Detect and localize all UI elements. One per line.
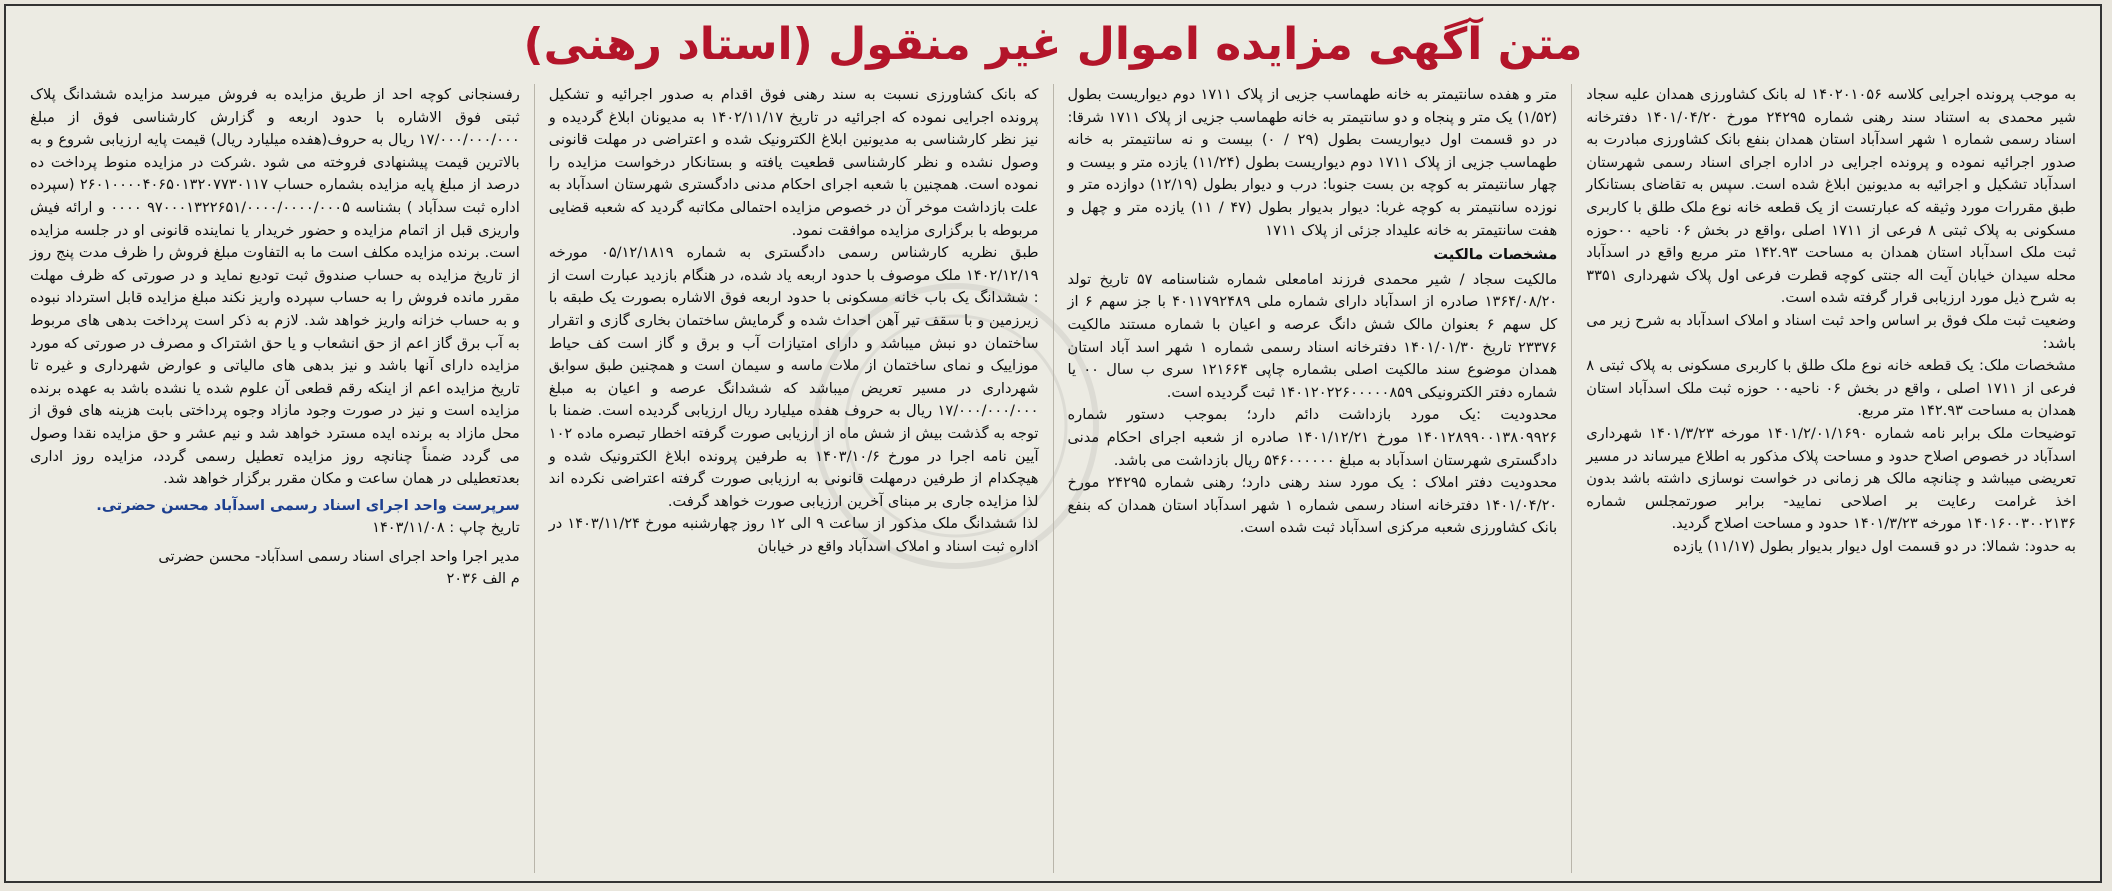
paragraph: مالکیت سجاد / شیر محمدی فرزند امامعلی شماره شناسنامه ۵۷ تاریخ تولد ۱۳۶۴/۰۸/۲۰ صادره از اسدآباد دارای شماره ملی ۴۰۱۱۷۹۲۴۸۹ با جز سهم ۶ از کل سهم ۶ بعنوان مالک شش دانگ عرصه و اعیان با شماره مستند مالکیت ۲۳۳۷۶ تاریخ ۱۴۰۱/۰۱/۳۰ دفترخانه اسناد رسمی شماره ۱ شهر اسد آباد استان همدان موضوع سند مالکیت اصلی بشماره چاپی ۱۲۱۶۶۴ سری ب سال ۰۰ یا شماره دفتر الکترونیکی ۱۴۰۱۲۰۲۲۶۰۰۰۰۰۸۵۹ ثبت گردیده است.: [1067, 270, 1558, 401]
advertisement-frame: [4, 4, 2102, 883]
paragraph: که بانک کشاورزی نسبت به سند رهنی فوق اقدام به صدور اجرائیه و تشکیل پرونده اجرایی نموده که اجرائیه در تاریخ ۱۴۰۲/۱۱/۱۷ به مدیونان ابلاغ گردیده و نیز نظر کارشناسی به مدیونین ابلاغ الکترونیک شده و اعتراضی در مهلت قانونی وصول نشده و نظر کارشناسی قطعیت یافته و بستانکار درخواست مزایده را نموده است. همچنین با شعبه اجرای احکام مدنی دادگستری شهرستان اسدآباد به علت بازداشت موخر آن در خصوص مزایده احتمالی مکاتبه گردید که شعبه قضایی مربوطه با برگزاری مزایده موافقت نمود.: [548, 86, 1039, 239]
paragraph: محدودیت دفتر املاک : یک مورد سند رهنی دارد؛ رهنی شماره ۲۴۲۹۵ مورخ ۱۴۰۱/۰۴/۲۰ دفترخانه اسناد رسمی شماره ۱ شهر اسدآباد استان همدان که بنفع بانک کشاورزی شعبه مرکزی اسدآباد ثبت شده است.: [1067, 474, 1558, 537]
paragraph: لذا ششدانگ ملک مذکور از ساعت ۹ الی ۱۲ روز چهارشنبه مورخ ۱۴۰۳/۱۱/۲۴ در اداره ثبت اسناد و املاک اسدآباد واقع در خیابان: [548, 515, 1039, 555]
paragraph: به حدود: شمالا: در دو قسمت اول دیوار بدیوار بطول (۱۱/۱۷) یازده: [1672, 537, 2076, 555]
column-2: [1054, 84, 1573, 873]
paragraph: طبق نظریه کارشناس رسمی دادگستری به شماره ۰۵/۱۲/۱۸۱۹ مورخه ۱۴۰۲/۱۲/۱۹ ملک موصوف با حدود اربعه یاد شده، در هنگام بازدید عبارت است از : ششدانگ یک باب خانه مسکونی با حدود اربعه فوق الاشاره بصورت یک طبقه با زیرزمین و با سقف تیر آهن احداث شده و گرمایش ساختمان بخاری گازی و اتقرار ساختمان دو نبش میباشد و دارای امتیازات آب و برق و گاز است کف حیاط موزاییک و نمای ساختمان از ملات ماسه و سیمان است و همچنین طبق سوابق شهرداری در مسیر تعریض میباشد که ششدانگ عرصه و اعیان به مبلغ ۱۷/۰۰۰/۰۰۰/۰۰۰ ریال به حروف هفده میلیارد ریال ارزیابی گردیده است. ضمنا با توجه به گذشت بیش از شش ماه از ارزیابی صورت گرفته اخطار تبصره ماده ۱۰۲ آیین نامه اجرا در مورخ ۱۴۰۳/۱۰/۶ به طرفین پرونده ابلاغ الکترونیک شده و هیچکدام از طرفین درمهلت قانونی به ارزیابی صورت گرفته اعتراضی نکرده اند لذا مزایده جاری بر مبنای آخرین ارزیابی صورت خواهد گرفت.: [548, 244, 1039, 510]
paragraph: توضیحات ملک برابر نامه شماره ۱۴۰۱/۲/۰۱/۱۶۹۰ مورخه ۱۴۰۱/۳/۲۳ شهرداری اسدآباد در خصوص اصلاح حدود و مساحت پلاک مذکور به اطلاع میرساند در مسیر تعریضی میباشد و چنانچه مالک هر زمانی در خواست نوسازی داشته باشد بدون اخذ غرامت رعایت بر اصلاحی نمایید- برابر صورتمجلس شماره ۱۴۰۱۶۰۰۳۰۰۲۱۳۶ مورخه ۱۴۰۱/۳/۲۳ حدود و مساحت اصلاح گردید.: [1586, 424, 2076, 533]
ad-code: م الف ۲۰۳۶: [446, 570, 520, 588]
supervisor-signature: سرپرست واحد اجرای اسناد رسمی اسدآباد محسن حضرتی.: [96, 496, 520, 514]
page-title: متن آگهی مزایده اموال غیر منقول (استاد رهنی): [523, 19, 1583, 70]
paragraph: وضعیت ثبت ملک فوق بر اساس واحد ثبت اسناد و املاک اسدآباد به شرح زیر می باشد:: [1586, 311, 2076, 352]
section-heading: مشخصات مالکیت: [1433, 246, 1558, 264]
paragraph: متر و هفده سانتیمتر به خانه طهماسب جزیی از پلاک ۱۷۱۱ دوم دیواریست بطول (۱/۵۲) یک متر و پنجاه و دو سانتیمتر به خانه طهماسب جزیی از پلاک ۱۷۱۱ شرقا: در دو قسمت اول دیواریست بطول (۲۹ / ۰) بیست و نه سانتیمتر به خانه طهماسب جزیی از پلاک ۱۷۱۱ دوم دیواریست بطول (۱۱/۲۴) یازده متر و بیست و چهار سانتیمتر به کوچه بن بست جنوبا: درب و دیوار بطول (۱۲/۱۹) دوازده متر و نوزده سانتیمتر به کوچه غربا: دیوار بدیوار بطول (۴۷ / ۱۱) یازده متر و چهل و هفت سانتیمتر به خانه علیداد جزئی از پلاک ۱۷۱۱: [1067, 86, 1558, 239]
column-3: [535, 84, 1054, 873]
paragraph: مشخصات ملک: یک قطعه خانه نوع ملک طلق با کاربری مسکونی به پلاک ثبتی ۸ فرعی از ۱۷۱۱ اصلی ، واقع در بخش ۰۶ ناحیه۰۰ حوزه ثبت ملک اسدآباد استان همدان به مساحت ۱۴۲.۹۳ متر مربع.: [1586, 357, 2077, 420]
column-1: [1572, 84, 2090, 873]
paragraph: محدودیت :یک مورد بازداشت دائم دارد؛ بموجب دستور شماره ۱۴۰۱۲۸۹۹۰۰۱۳۸۰۹۹۲۶ مورخ ۱۴۰۱/۱۲/۲۱ صادره از شعبه اجرای احکام مدنی دادگستری شهرستان اسدآباد به مبلغ ۵۴۶۰۰۰۰۰۰ ریال بازداشت می باشد.: [1067, 406, 1558, 469]
columns-container: [16, 84, 2090, 873]
paragraph: رفسنجانی کوچه احد از طریق مزایده به فروش میرسد مزایده ششدانگ پلاک ثبتی فوق الاشاره با حدود اربعه و گزارش کارشناسی فوق از مبلغ ۱۷/۰۰۰/۰۰۰/۰۰۰ ریال به حروف(هفده میلیارد ریال) قیمت پایه ارزیابی شروع و به بالاترین قیمت پیشنهادی فروخته می شود .شرکت در مزایده منوط پرداخت ده درصد از مبلغ پایه مزایده بشماره حساب ۲۶۰۱۰۰۰۰۴۰۶۵۰۱۳۲۰۷۷۳۰۱۱۷ (سپرده اداره ثبت سدآباد ) بشناسه ۹۷۰۰۰۱۳۲۲۶۵۱/۰۰۰۰/۰۰۰۰/۰۰۰۵ ۰۰۰۰ و ارائه فیش واریزی قبل از اتمام مزایده و حضور خریدار یا نماینده قانونی او در جلسه مزایده است. برنده مزایده مکلف است ما به التفاوت مبلغ فروش را ظرف مدت پنج روز از تاریخ مزایده به حساب صندوق ثبت تودیع نماید و در صورتی که ظرف مهلت مقرر مانده فروش را به حساب سپرده واریز نکند مبلغ مزایده قابل استرداد نبوده و به حساب خزانه واریز خواهد شد. لازم به ذکر است پرداخت بدهی های مربوط به آب برق گاز اعم از حق انشعاب و یا حق اشتراک و مصرف در صورتی که مورد مزایده دارای آنها باشد و نیز بدهی های مالیاتی و عوارض شهرداری و غیره تا تاریخ مزایده اعم از اینکه رقم قطعی آن علوم شده یا نشده باشد به عهده برنده مزایده است و نیز در صورت وجود مازاد وجوه پرداختی بابت هزینه های فوق از محل مازاد به برنده ایده مسترد خواهد شد و نیم عشر و حق مزایده نقدا وصول می گردد ضمناً چنانچه روز مزایده تعطیل رسمی گردد، مزایده روز اداری بعدتعطیلی در همان ساعت و مکان مقرر برگزار خواهد شد.: [30, 86, 520, 488]
column-4: [16, 84, 535, 873]
paragraph: به موجب پرونده اجرایی کلاسه ۱۴۰۲۰۱۰۵۶ له بانک کشاورزی همدان علیه سجاد شیر محمدی به استناد سند رهنی شماره ۲۴۲۹۵ مورخ ۱۴۰۱/۰۴/۲۰ دفترخانه اسناد رسمی شماره ۱ شهر اسدآباد استان همدان بنفع بانک کشاورزی مبادرت به صدور اجرائیه نموده و پرونده اجرایی در اداره اجرای اسناد رسمی شهرستان اسدآباد تشکیل و اجرائیه به مدیونین ابلاغ شده است. سپس به تقاضای بستانکار طبق مقررات مورد وثیقه که عبارتست از یک قطعه خانه نوع ملک طلق با کاربری مسکونی به پلاک ثبتی ۸ فرعی از ۱۷۱۱ اصلی ،واقع در بخش ۰۶ ناحیه ۰۰حوزه ثبت ملک اسدآباد استان همدان به مساحت ۱۴۲.۹۳ متر مربع واقع در اسدآباد محله سیدان خیابان آیت اله جنتی کوچه قطرت فرعی اول پلاک شهرداری ۳۳۵۱ به شرح ذیل مورد ارزیابی قرار گرفته شده است.: [1586, 86, 2077, 307]
signoff-line: مدیر اجرا واحد اجرای اسناد رسمی اسدآباد- محسن حضرتی: [158, 547, 520, 565]
print-date: تاریخ چاپ : ۱۴۰۳/۱۱/۰۸: [372, 519, 520, 537]
